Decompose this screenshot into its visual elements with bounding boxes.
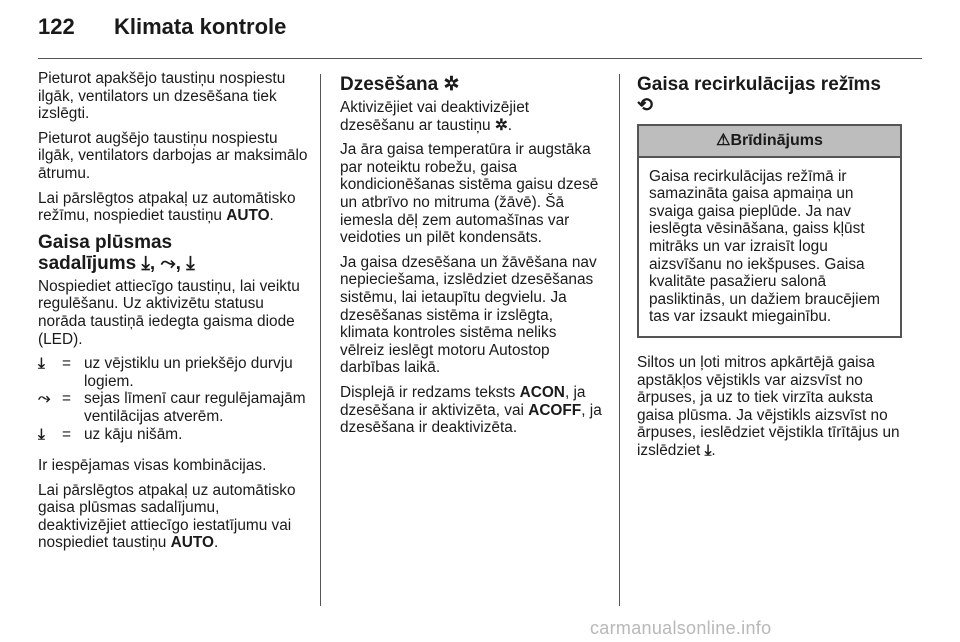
- column-2: [340, 74, 602, 444]
- header-divider: [38, 58, 922, 59]
- face-vent-icon: ⤳: [38, 390, 51, 408]
- paragraph: Lai pārslēgtos atpakaļ uz automātisko režīmu, nospiediet taustiņu AUTO.: [38, 189, 296, 225]
- definition-row: ⤳ = sejas līmenī caur regulējamajām ventilācijas atverēm.: [38, 390, 306, 425]
- acon-keyword: ACON: [519, 383, 565, 401]
- auto-keyword: AUTO: [226, 207, 270, 225]
- auto-keyword: AUTO: [170, 534, 214, 552]
- paragraph: Nospiediet attiecīgo taustiņu, lai veiktu regulēšanu. Uz aktivizētu statusu norāda taustiņā iedegta gaisma diode (LED).: [38, 277, 300, 348]
- paragraph: Aktivizējiet vai deaktivizējiet dzesēšanu ar taustiņu ✲.: [340, 99, 530, 134]
- paragraph: Ja āra gaisa temperatūra ir augstāka par noteiktu robežu, gaisa kondicionēšanas sistēma gaisu dzesē un atbrīvo no mitruma (žāvē). Šā iemesla dēļ zem automašīnas var veidoties un pilēt kondensāts.: [340, 141, 599, 247]
- column-1: [38, 70, 310, 559]
- recirculation-icon: ⟲: [637, 95, 653, 116]
- warning-header: [639, 126, 900, 158]
- snowflake-icon: ✲: [443, 74, 460, 95]
- warning-icon: ⚠: [716, 132, 731, 149]
- paragraph: Displejā ir redzams teksts ACON, ja dzesēšana ir aktivizēta, vai ACOFF, ja dzesēšana ir deaktivizēta.: [340, 383, 602, 437]
- page-title: Klimata kontrole: [114, 14, 287, 39]
- paragraph: Pieturot augšējo taustiņu nospiestu ilgāk, ventilators darbojas ar maksimālo ātrumu.: [38, 129, 308, 182]
- column-divider: [619, 74, 620, 606]
- footwell-icon: ⤓: [38, 425, 45, 443]
- paragraph: Pieturot apakšējo taustiņu nospiestu ilgāk, ventilators un dzesēšana tiek izslēgti.: [38, 70, 286, 123]
- section-heading-recirculation: Gaisa recirkulācijas režīms ⟲: [637, 74, 881, 116]
- definition-row: ⤓ = uz kāju nišām.: [38, 425, 183, 443]
- windscreen-icon: ⤓: [704, 441, 712, 459]
- section-heading-cooling: Dzesēšana ✲: [340, 74, 460, 95]
- paragraph: Siltos un ļoti mitros apkārtējā gaisa apstākļos vējstikls var aizsvīst no ārpuses, ja uz to tiek virzīta auksta gaisa plūsma. Ja vējstikls aizsvīst no ārpuses, ieslēdziet vējstikla tīrītājus un izslēdziet ⤓.: [637, 353, 900, 459]
- column-divider: [320, 74, 321, 606]
- watermark: carmanualsonline.info: [590, 618, 772, 638]
- air-distribution-icons: ⤓, ⤳, ⤓: [141, 252, 195, 274]
- snowflake-icon: ✲: [494, 116, 508, 134]
- paragraph: Ja gaisa dzesēšana un žāvēšana nav nepieciešama, izslēdziet dzesēšanas sistēmu, lai ietaupītu degvielu. Ja dzesēšanas sistēma ir izslēgta, klimata kontroles sistēma neliks vēlreiz ieslēgt motoru Autostop darbības laikā.: [340, 253, 597, 377]
- definition-list: [38, 355, 310, 443]
- warning-box: [637, 124, 902, 338]
- acoff-keyword: ACOFF: [528, 401, 582, 419]
- paragraph: Lai pārslēgtos atpakaļ uz automātisko gaisa plūsmas sadalījumu, deaktivizējiet attiecīgo iestatījumu vai nospiediet taustiņu AUTO.: [38, 481, 296, 552]
- page-number: 122: [38, 14, 75, 39]
- paragraph: Ir iespējamas visas kombinācijas.: [38, 457, 267, 475]
- definition-row: ⤓ = uz vējstiklu un priekšējo durvju logiem.: [38, 355, 293, 390]
- warning-title: Brīdinājums: [730, 132, 823, 149]
- warning-text: Gaisa recirkulācijas režīmā ir samazināta gaisa apmaiņa un svaiga gaisa pieplūde. Ja nav ieslēgta vēsināšana, gaiss kļūst mitrāks un var izraisīt logu aizsvīšanu no iekšpuses. Gaisa kvalitāte pasažieru salonā pasliktinās, un dažiem braucējiem tas var izsaukt miegainību.: [649, 167, 880, 326]
- section-heading-air-distribution: Gaisa plūsmas sadalījums ⤓, ⤳, ⤓: [38, 231, 195, 274]
- column-3: [637, 74, 902, 467]
- windscreen-icon: ⤓: [38, 355, 45, 373]
